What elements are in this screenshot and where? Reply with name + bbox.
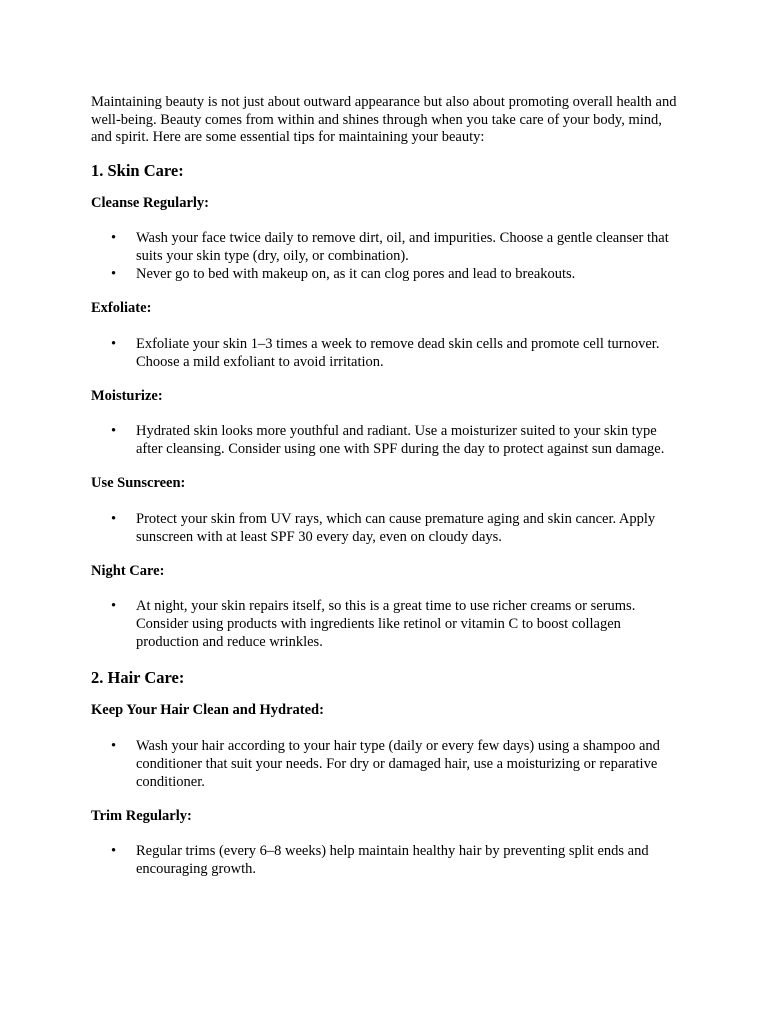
bullet-list [91,510,681,546]
list-item-text: At night, your skin repairs itself, so this is a great time to use richer creams or serums. Consider using products with ingredients like retinol or vitamin C to boost collagen production and reduce wrinkles. [136,598,636,650]
list-item-text: Protect your skin from UV rays, which can cause premature aging and skin cancer. Apply sunscreen with at least SPF 30 every day, even on cloudy days. [136,510,656,545]
list-item [91,737,681,791]
subsection-title: Cleanse Regularly: [91,194,209,211]
list-item [91,597,681,651]
bullet-list [91,229,681,283]
list-item-text: Never go to bed with makeup on, as it can clog pores and lead to breakouts. [136,266,576,282]
list-item [91,229,681,265]
bullet-icon: • [111,266,117,282]
bullet-list [91,335,681,371]
bullet-list [91,597,681,651]
list-item-text: Hydrated skin looks more youthful and radiant. Use a moisturizer suited to your skin type after cleansing. Consider using one with SPF during the day to protect against sun damage. [136,423,665,457]
list-item-text: Regular trims (every 6–8 weeks) help maintain healthy hair by preventing split ends and encouraging growth. [136,843,649,877]
subsection-title: Night Care: [91,562,165,579]
section-hair-care [91,668,681,878]
list-item [91,510,681,546]
bullet-icon: • [111,737,117,754]
list-item [91,422,681,458]
bullet-icon: • [111,335,117,352]
section-heading: 1. Skin Care: [91,160,184,180]
list-item-text: Wash your hair according to your hair type (daily or every few days) using a shampoo and conditioner that suit your needs. For dry or damaged hair, use a moisturizing or reparative conditioner. [136,737,660,790]
bullet-icon: • [111,423,117,439]
list-item-text: Wash your face twice daily to remove dirt, oil, and impurities. Choose a gentle cleanser that suits your skin type (dry, oily, or combination). [136,230,669,264]
document-page [91,94,681,895]
section-heading: 2. Hair Care: [91,668,185,687]
list-item [91,335,681,371]
list-item-text: Exfoliate your skin 1–3 times a week to remove dead skin cells and promote cell turnover. Choose a mild exfoliant to avoid irritation. [136,335,660,370]
subsection-title: Keep Your Hair Clean and Hydrated: [91,702,324,718]
subsection-title: Trim Regularly: [91,807,192,824]
bullet-list [91,422,681,458]
bullet-icon: • [111,510,117,527]
list-item [91,265,681,283]
bullet-list [91,737,681,791]
subsection-title: Exfoliate: [91,300,152,316]
subsection-title: Use Sunscreen: [91,475,186,491]
bullet-icon: • [111,843,117,859]
bullet-list [91,842,681,878]
section-skin-care [91,161,681,652]
bullet-icon: • [111,598,117,614]
bullet-icon: • [111,230,117,246]
list-item [91,842,681,878]
intro-paragraph: Maintaining beauty is not just about outward appearance but also about promoting overall health and well-being. Beauty comes from within and shines through when you take care of your body, mind, and spirit. Here are some essential tips for maintaining your beauty: [91,94,677,145]
subsection-title: Moisturize: [91,387,163,404]
